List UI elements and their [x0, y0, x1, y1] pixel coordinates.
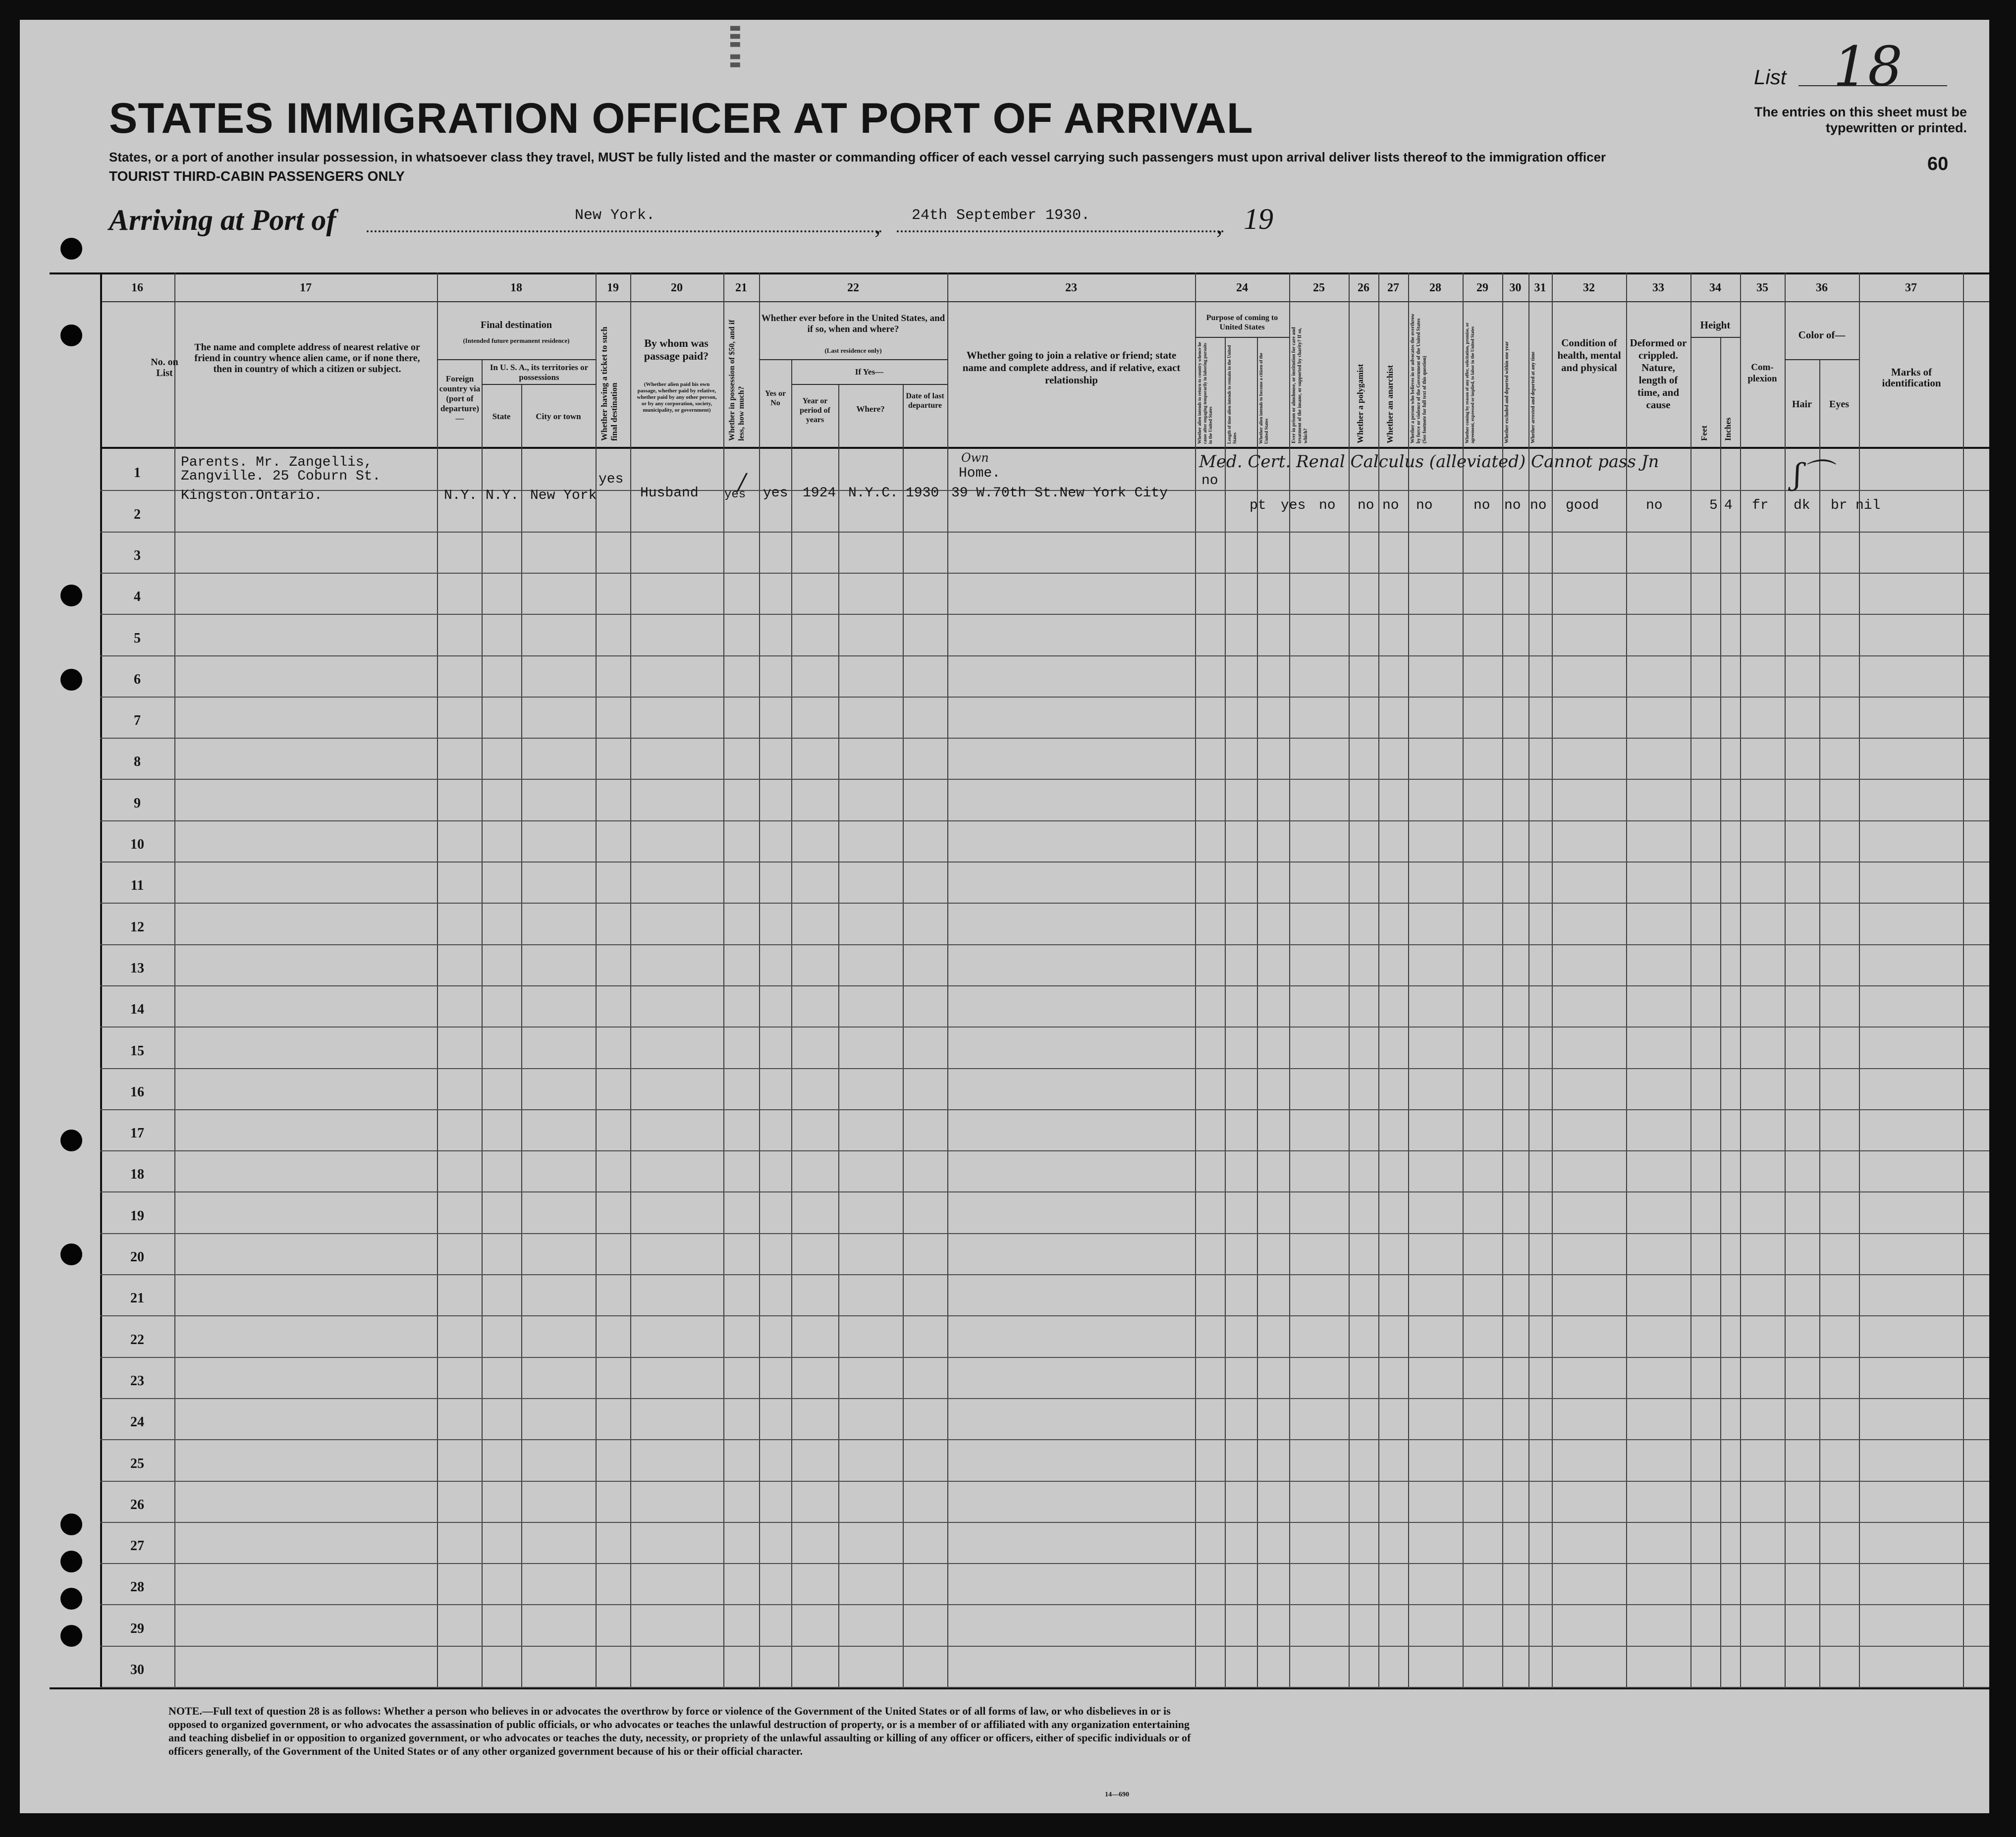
row-line: [100, 985, 1989, 986]
punch-hole: [60, 1625, 82, 1647]
punch-hole: [60, 585, 82, 606]
received-stamp: ▮▮▮ ▮▮: [729, 24, 744, 70]
row-line: [100, 614, 1989, 615]
money-check-mark: /: [738, 468, 746, 495]
header-date-departure: Date of last departure: [906, 392, 944, 410]
col-line: [1740, 272, 1741, 1688]
header-hair: Hair: [1792, 399, 1812, 410]
row-line: [100, 1398, 1989, 1399]
col-line: [723, 272, 724, 1688]
row-number: 10: [130, 837, 144, 852]
col-line: [1289, 272, 1290, 1688]
col-num-27: 27: [1387, 281, 1399, 294]
entry-money: yes: [724, 488, 746, 501]
row-line: [100, 944, 1989, 945]
header-final-destination: Final destination: [481, 320, 552, 330]
col-line: [596, 272, 597, 1688]
col-num-25: 25: [1313, 281, 1325, 294]
col-num-28: 28: [1429, 281, 1441, 294]
entry-deformed: no: [1646, 498, 1663, 513]
row-line: [100, 779, 1989, 780]
header-purpose-citizen: Whether alien intends to become a citizen of the United States: [1258, 353, 1269, 444]
row-number: 24: [130, 1414, 144, 1430]
port-value: New York.: [575, 207, 655, 224]
row-number: 27: [130, 1538, 144, 1554]
manifest-sheet: [20, 20, 1989, 1813]
col-line: [903, 384, 904, 1688]
row-line: [100, 1481, 1989, 1482]
entry-state: N.Y.: [486, 488, 519, 503]
header-if-yes: If Yes—: [855, 367, 884, 377]
entry-return-country: no: [1201, 473, 1218, 488]
annotation-flourish: ʃ⌒: [1794, 457, 1832, 492]
row-line: [100, 655, 1989, 656]
row-number: 26: [130, 1497, 144, 1513]
row-line: [100, 862, 1989, 863]
entry-anarchist: no: [1382, 498, 1399, 513]
entry-offer-labor: no: [1473, 498, 1490, 513]
col-line: [1349, 272, 1350, 1688]
sub-header-line: [1690, 337, 1740, 338]
header-purpose-length: Length of time alien intends to remain in the United States: [1227, 345, 1237, 444]
header-eyes: Eyes: [1829, 399, 1849, 410]
col-num-22: 22: [847, 281, 859, 294]
col-line: [759, 272, 760, 1688]
sub-header-line: [482, 384, 596, 385]
entry-polygamist: no: [1358, 498, 1374, 513]
header-feet: Feet: [1699, 425, 1709, 441]
column-number-divider: [100, 301, 1989, 302]
entry-relative-line3: Kingston.Ontario.: [181, 488, 323, 503]
header-complexion: Com-plexion: [1747, 362, 1777, 384]
punch-hole: [60, 669, 82, 691]
punch-hole: [60, 1513, 82, 1535]
arrival-date: 24th September 1930.: [912, 207, 1090, 224]
header-prison: Ever in prison or almshouse, or institution for care and treatment of the insane, or supported by charity? If so, which?: [1291, 327, 1308, 443]
table-top-border: [50, 272, 1989, 274]
header-deformed: Deformed or crippled. Nature, length of time, and cause: [1630, 337, 1687, 411]
punch-hole: [60, 1588, 82, 1610]
entry-relative-line2: Zangville. 25 Coburn St.: [181, 469, 381, 484]
col-line: [1225, 337, 1226, 1688]
col-line: [1626, 272, 1627, 1688]
typewritten-notice: The entries on this sheet must be typewritten or printed.: [1754, 105, 1967, 135]
row-number: 2: [134, 507, 141, 522]
row-line: [100, 1439, 1989, 1440]
col-num-36: 36: [1816, 281, 1828, 294]
entry-feet: 5: [1709, 498, 1718, 513]
entry-join-hand: Own: [961, 451, 989, 465]
col-num-33: 33: [1652, 281, 1664, 294]
col-line: [482, 359, 483, 1688]
entry-before-in-us: yes: [763, 486, 788, 501]
port-dotted-line: [367, 230, 882, 232]
row-line: [100, 1068, 1989, 1069]
entry-foreign-via: N.Y.: [444, 488, 478, 503]
medical-annotation: Med. Cert. Renal Calculus (alleviated) Cannot pass Jn: [1199, 452, 1659, 472]
row-number: 14: [130, 1002, 144, 1017]
row-line: [100, 1274, 1989, 1275]
header-offer-labor: Whether coming by reason of any offer, solicitation, promise, or agreement, expressed or implied, to labor in the United States: [1465, 323, 1475, 443]
row-number: 30: [130, 1662, 144, 1677]
header-ever-before: Whether ever before in the United States, and if so, when and where?: [761, 313, 945, 334]
col-num-31: 31: [1534, 281, 1546, 294]
row-number: 1: [134, 465, 141, 481]
row-line: [100, 738, 1989, 739]
col-num-26: 26: [1358, 281, 1369, 294]
header-polygamist: Whether a polygamist: [1356, 364, 1365, 443]
comma-2: ,: [1216, 211, 1223, 239]
row-number: 13: [130, 961, 144, 976]
list-number: 18: [1833, 35, 1903, 98]
row-line: [100, 573, 1989, 574]
col-line: [1528, 272, 1529, 1688]
header-anarchist: Whether an anarchist: [1385, 365, 1395, 443]
row-number: 17: [130, 1126, 144, 1141]
header-join-relative: Whether going to join a relative or friend; state name and complete address, and if relative, exact relationship: [962, 349, 1181, 386]
entry-excluded: no: [1504, 498, 1521, 513]
col-line: [1257, 337, 1258, 1688]
col-line: [437, 272, 438, 1688]
col-num-20: 20: [671, 281, 683, 294]
col-num-18: 18: [510, 281, 522, 294]
row-number: 4: [134, 589, 141, 604]
row-line: [100, 820, 1989, 821]
row-number: 8: [134, 754, 141, 769]
col-line: [630, 272, 631, 1688]
header-color-of: Color of—: [1798, 329, 1846, 341]
entry-prison: no: [1319, 498, 1336, 513]
header-years: Year or period of years: [800, 397, 830, 424]
entry-join-line2: 39 W.70th St.New York City: [951, 486, 1168, 501]
entry-passage-paid: Husband: [640, 486, 699, 501]
row-number: 12: [130, 919, 144, 935]
page-number: 60: [1927, 154, 1949, 174]
footnote: NOTE.—Full text of question 28 is as follows: Whether a person who believes in or advocates the overthrow by force or violence of the Government of the United States or of all forms of law, or who disbelieves in or is opposed to organized government, or who advocates the assassination of public officials, or who advocates or teaches the unlawful destruction of property, or is a member of or affiliated with any organization entertaining and teaching disbelief in or opposition to organized government, or who advocates or teaches the duty, necessity, or propriety of the unlawful assaulting or killing of any officer or officers, either of specific individuals or of officers generally, of the Government of the United States or of any other organized government because of his or their official character.: [168, 1705, 1191, 1757]
header-passage-note: (Whether alien paid his own passage, whether paid by relative, whether paid by any other person, or by any corporation, society, municipality, or government): [637, 381, 717, 413]
entry-years: 1924: [803, 486, 836, 501]
header-state: State: [492, 412, 511, 421]
row-number: 22: [130, 1332, 144, 1348]
table-left-border: [100, 272, 102, 1689]
sub-header-line: [437, 359, 596, 360]
header-money: Whether in possession of $50, and if less, how much?: [728, 320, 746, 441]
subtitle: States, or a port of another insular possession, in whatsoever class they travel, MUST be fully listed and the master or commanding officer of each vessel carrying such passengers must upon arrival deliver lists thereof to the immigration officer: [109, 150, 1606, 164]
row-number: 20: [130, 1249, 144, 1265]
col-num-23: 23: [1065, 281, 1077, 294]
col-line: [1963, 272, 1964, 1688]
entry-marks: nil: [1855, 498, 1881, 513]
row-line: [100, 1563, 1989, 1564]
header-arrested: Whether arrested and deported at any time: [1530, 351, 1536, 443]
entry-complexion: fr: [1752, 498, 1769, 513]
header-inches: Inches: [1723, 417, 1733, 441]
header-final-destination-sub: (Intended future permanent residence): [463, 337, 570, 344]
header-nearest-relative: The name and complete address of nearest relative or friend in country whence alien came, or if none there, then in country of which a citizen or subject.: [194, 342, 420, 375]
sub-header-line: [1785, 359, 1859, 360]
entry-join-line1: Home.: [959, 466, 1001, 481]
col-line: [1690, 272, 1691, 1688]
row-line: [100, 1522, 1989, 1523]
col-num-19: 19: [607, 281, 619, 294]
col-num-32: 32: [1583, 281, 1595, 294]
entry-become-citizen: yes: [1281, 498, 1306, 513]
date-dotted-line: [897, 230, 1224, 232]
row-line: [100, 697, 1989, 698]
row-number: 9: [134, 796, 141, 811]
row-number: 29: [130, 1621, 144, 1636]
col-line: [1819, 359, 1820, 1688]
col-line: [1859, 272, 1860, 1688]
row-line: [100, 903, 1989, 904]
comma-1: ,: [874, 211, 881, 239]
header-height: Height: [1700, 319, 1731, 331]
sub-header-line: [1195, 337, 1289, 338]
col-line: [1785, 272, 1786, 1688]
col-num-35: 35: [1756, 281, 1768, 294]
punch-hole: [60, 324, 82, 346]
header-overthrow: Whether a person who believes in or advocates the overthrow by force or violence of the Government of the United States (See footnote for full text of this question): [1410, 314, 1427, 443]
col-num-24: 24: [1236, 281, 1248, 294]
header-purpose: Purpose of coming to United States: [1206, 314, 1278, 331]
row-number: 18: [130, 1167, 144, 1182]
sub-header-line: [759, 359, 947, 360]
entry-inches: 4: [1724, 498, 1733, 513]
row-line: [100, 1150, 1989, 1151]
class-line: TOURIST THIRD-CABIN PASSENGERS ONLY: [109, 168, 405, 184]
header-passage-paid: By whom was passage paid?: [644, 337, 709, 362]
row-line: [100, 1687, 1989, 1688]
row-line: [100, 1191, 1989, 1192]
entry-health: good: [1566, 498, 1599, 513]
entry-eyes: br: [1831, 498, 1848, 513]
list-label: List: [1754, 65, 1787, 89]
punch-hole: [60, 1243, 82, 1265]
header-purpose-return: Whether alien intends to return to country whence he came after engaging temporarily in laboring pursuits in the United States: [1197, 342, 1213, 444]
sub-header-line: [791, 384, 947, 385]
row-number: 5: [134, 631, 141, 646]
col-num-37: 37: [1905, 281, 1917, 294]
header-bottom-border: [100, 447, 1989, 449]
col-line: [1502, 272, 1503, 1688]
row-number: 28: [130, 1579, 144, 1595]
row-number: 21: [130, 1291, 144, 1306]
col-num-17: 17: [300, 281, 312, 294]
row-line: [100, 1315, 1989, 1316]
header-last-residence: (Last residence only): [824, 347, 882, 354]
entry-city: New York: [530, 488, 597, 503]
row-line: [100, 1109, 1989, 1110]
row-number: 19: [130, 1208, 144, 1224]
punch-hole: [60, 1551, 82, 1572]
entry-length-stay: pt: [1250, 498, 1266, 513]
col-line: [174, 272, 175, 1688]
page-title: STATES IMMIGRATION OFFICER AT PORT OF ARRIVAL: [109, 95, 1253, 142]
entry-arrested: no: [1530, 498, 1547, 513]
col-line: [1408, 272, 1409, 1688]
header-foreign-country: Foreign country via (port of departure)—: [439, 374, 481, 423]
col-line: [791, 359, 792, 1688]
row-number: 11: [130, 878, 144, 893]
col-num-16: 16: [131, 281, 143, 294]
col-num-29: 29: [1476, 281, 1488, 294]
col-line: [838, 384, 839, 1688]
col-num-21: 21: [735, 281, 747, 294]
row-line: [100, 1646, 1989, 1647]
entry-hair: dk: [1794, 498, 1810, 513]
header-in-usa: In U. S. A., its territories or possessions: [490, 363, 589, 382]
row-number: 15: [130, 1043, 144, 1059]
row-line: [100, 1604, 1989, 1605]
row-number: 16: [130, 1084, 144, 1100]
punch-hole: [60, 238, 82, 260]
col-num-34: 34: [1709, 281, 1721, 294]
entry-overthrow: no: [1416, 498, 1433, 513]
row-number: 25: [130, 1456, 144, 1471]
year-prefix: 19: [1244, 203, 1273, 235]
header-health: Condition of health, mental and physical: [1557, 337, 1621, 374]
row-line: [100, 1233, 1989, 1234]
entry-where: N.Y.C.: [848, 486, 898, 501]
port-label: Arriving at Port of: [109, 204, 336, 236]
header-where: Where?: [856, 404, 885, 414]
entry-date-departure: 1930: [906, 486, 939, 501]
entry-relative-line1: Parents. Mr. Zangellis,: [181, 455, 373, 470]
header-marks: Marks of identification: [1882, 366, 1941, 389]
punch-hole: [60, 1130, 82, 1151]
entry-ticket: yes: [599, 472, 624, 487]
form-code: 14—690: [1105, 1791, 1129, 1798]
header-ticket: Whether having a ticket to such final destination: [599, 326, 619, 441]
row-line: [100, 532, 1989, 533]
col-line: [1378, 272, 1379, 1688]
row-number: 23: [130, 1373, 144, 1389]
col-line: [521, 384, 522, 1688]
col-line: [1720, 337, 1721, 1688]
header-city: City or town: [536, 412, 581, 421]
col-line: [1195, 272, 1196, 1688]
col-line: [1552, 272, 1553, 1688]
col-line: [1463, 272, 1464, 1688]
header-no-on-list: No. on List: [151, 357, 178, 378]
header-yes-no: Yes or No: [764, 389, 786, 407]
col-num-30: 30: [1509, 281, 1522, 294]
row-number: 3: [134, 548, 141, 563]
row-line: [100, 1357, 1989, 1358]
header-excluded: Whether excluded and deported within one year: [1504, 341, 1510, 443]
row-number: 6: [134, 672, 141, 687]
row-number: 7: [134, 713, 141, 728]
col-line: [947, 272, 948, 1688]
